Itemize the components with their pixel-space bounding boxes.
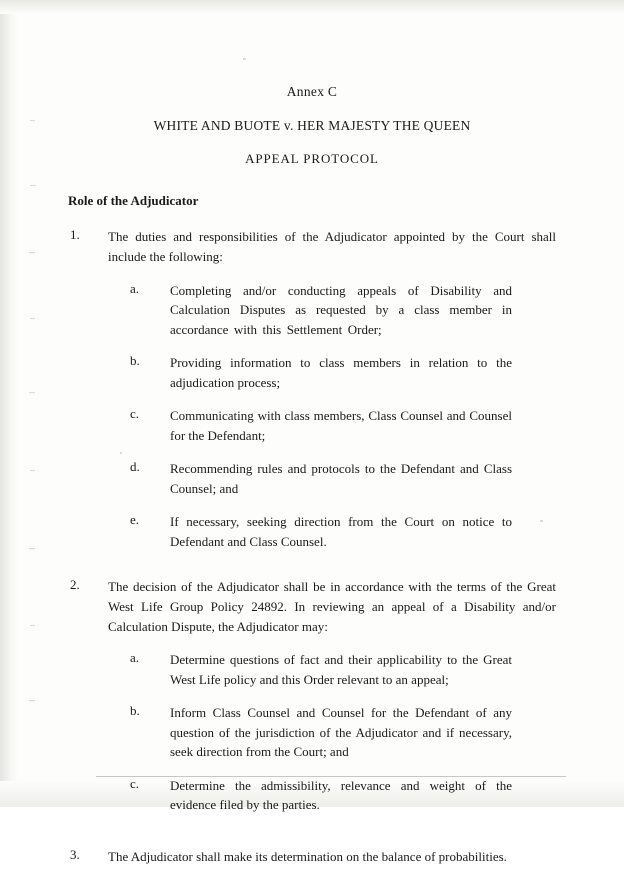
sub-item-marker: c. xyxy=(130,775,140,791)
sub-list xyxy=(130,650,512,815)
sub-item xyxy=(130,512,512,551)
sub-item xyxy=(130,650,512,689)
case-style-heading: WHITE AND BUOTE v. HER MAJESTY THE QUEEN xyxy=(153,118,471,133)
sub-item xyxy=(130,353,512,392)
sub-item xyxy=(130,281,512,340)
numbered-item xyxy=(62,577,562,636)
sub-item-text: Recommending rules and protocols to the Defendant and Class Counsel; and xyxy=(170,461,512,496)
sub-item-marker: a. xyxy=(130,280,140,296)
sub-list xyxy=(130,281,512,552)
item-text: The Adjudicator shall make its determination on the balance of probabilities. xyxy=(108,848,507,864)
sub-item-marker: d. xyxy=(130,459,140,474)
sub-item-text: Determine the admissibility, relevance and weight of the evidence filed by the parties. xyxy=(170,777,512,813)
item-text: The decision of the Adjudicator shall be in accordance with the terms of the Great West Life Group Policy 24892. In reviewing an appeal of a Disability and/or Calculation Dispute, the Adjudicator may: xyxy=(108,579,556,634)
sub-item-marker: e. xyxy=(130,512,140,527)
numbered-item xyxy=(62,227,562,267)
item-text: The duties and responsibilities of the Adjudicator appointed by the Court shall include the following: xyxy=(108,229,556,264)
sub-item-text: Providing information to class members in relation to the adjudication process; xyxy=(170,355,512,390)
sub-item-text: Completing and/or conducting appeals of Disability and Calculation Disputes as requested by a class member in accordance with this Settlement Order; xyxy=(170,282,512,337)
sub-item-marker: b. xyxy=(130,703,140,719)
protocol-title: APPEAL PROTOCOL xyxy=(245,151,379,166)
document-text-block xyxy=(62,84,562,873)
item-marker: 2. xyxy=(70,577,80,592)
sub-item xyxy=(130,459,512,498)
sub-item-marker: a. xyxy=(130,650,140,666)
sub-item-marker: c. xyxy=(130,406,140,421)
item-marker: 3. xyxy=(70,846,80,862)
item-marker: 1. xyxy=(70,227,80,242)
sub-item-marker: b. xyxy=(130,353,140,368)
sub-item xyxy=(130,776,512,815)
sub-item-text: Inform Class Counsel and Counsel for the Defendant of any question of the jurisdiction of the Adjudicator and if necessary, seek direction from the Court; and xyxy=(170,705,512,760)
annex-title: Annex C xyxy=(286,84,338,99)
numbered-item xyxy=(62,847,562,867)
section-heading: Role of the Adjudicator xyxy=(68,193,199,208)
sub-item-text: Determine questions of fact and their applicability to the Great West Life policy and this Order relevant to an appeal; xyxy=(170,652,512,687)
sub-item-text: If necessary, seeking direction from the Court on notice to Defendant and Class Counsel. xyxy=(170,514,512,549)
sub-item xyxy=(130,406,512,445)
sub-item xyxy=(130,703,512,762)
sub-item-text: Communicating with class members, Class Counsel and Counsel for the Defendant; xyxy=(170,408,512,443)
